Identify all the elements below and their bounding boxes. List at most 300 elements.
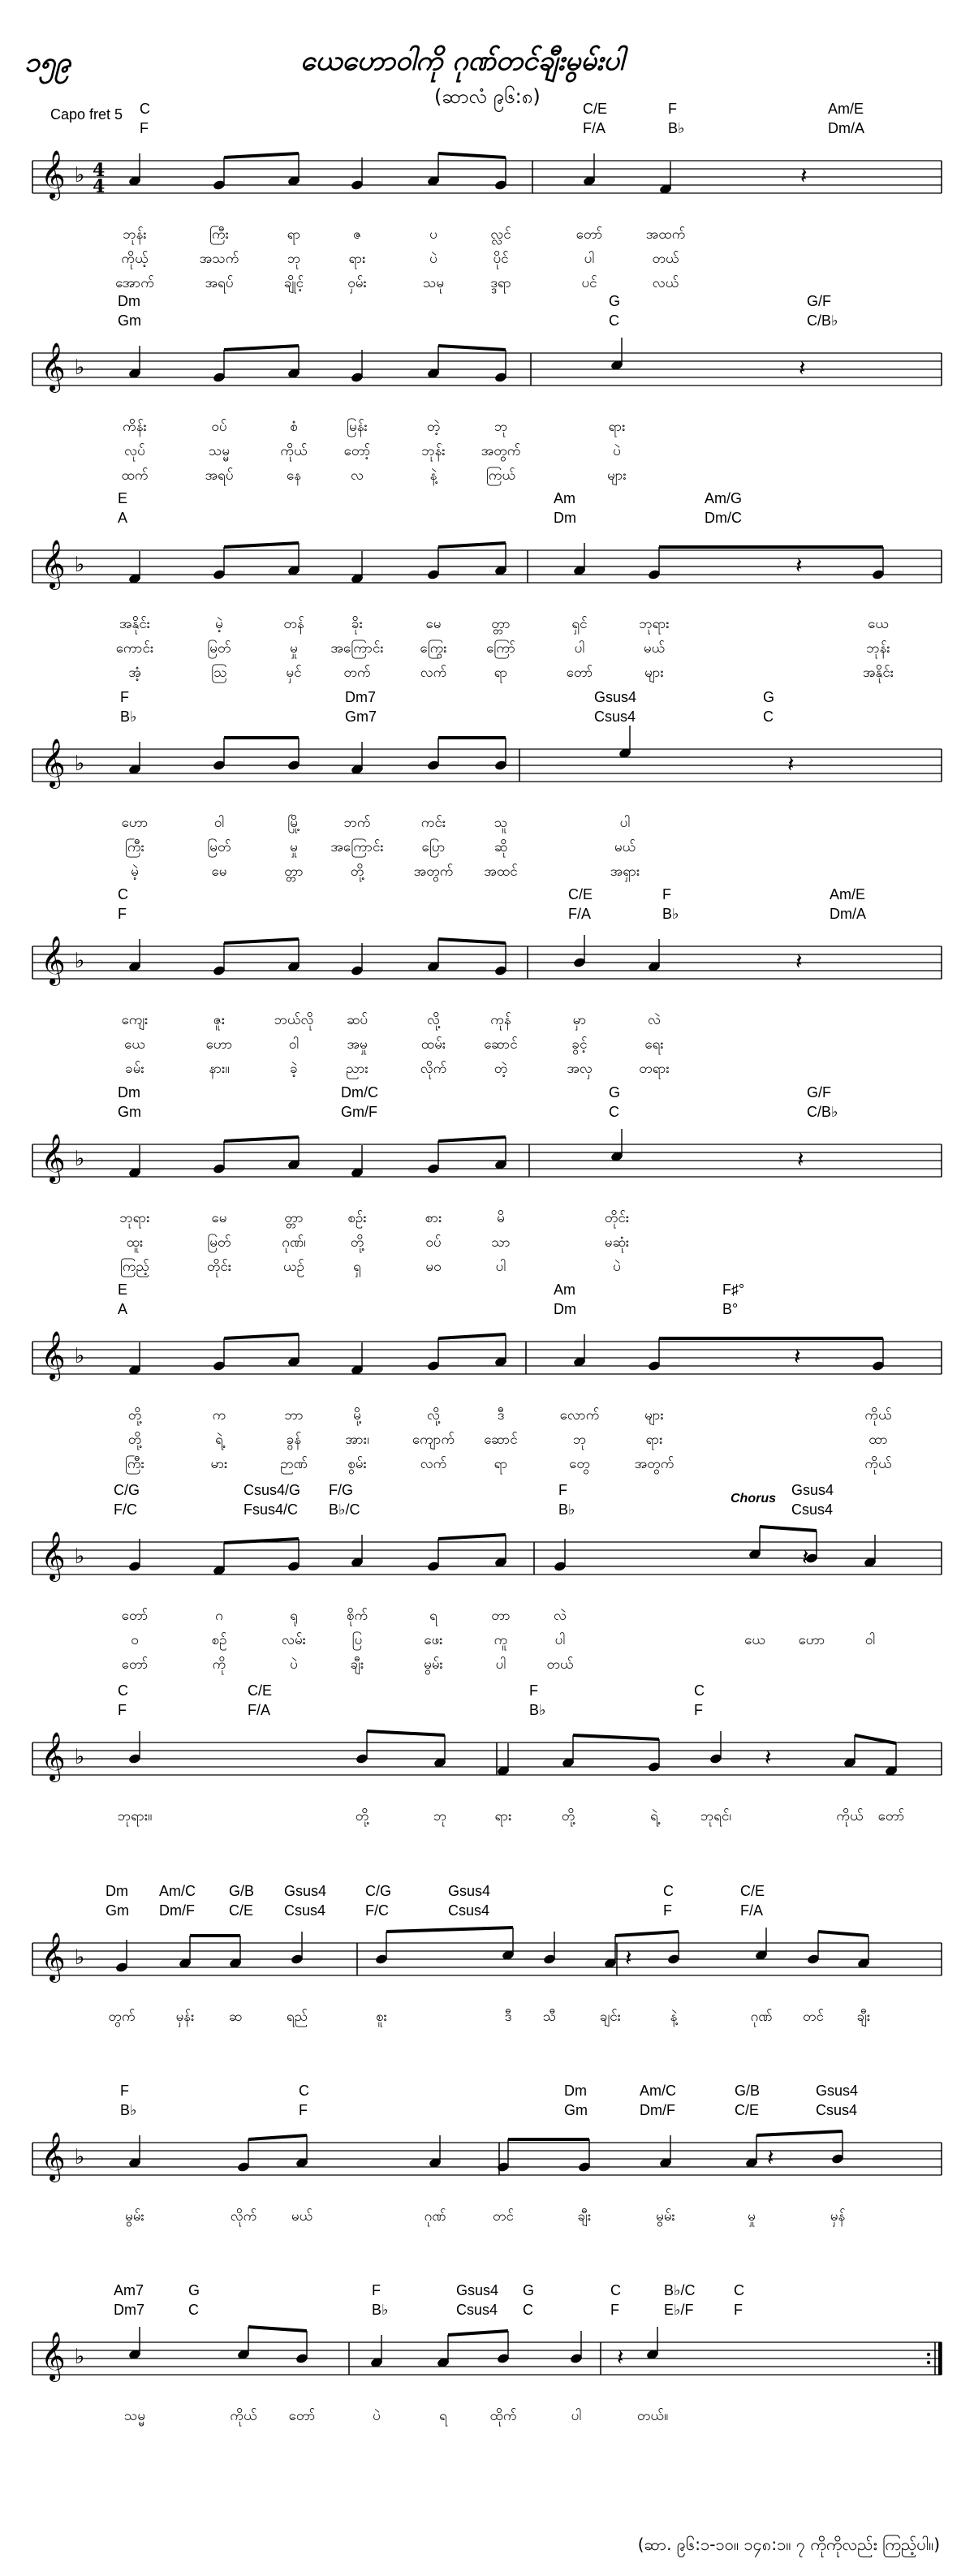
lyric-syllable: ကြွေး (420, 640, 447, 657)
chord-name: C (734, 2282, 744, 2298)
lyric-syllable: ဂ (215, 1608, 223, 1624)
chord-name: Dm (118, 1084, 140, 1101)
lyric-syllable: မိ (497, 1210, 505, 1226)
quarter-rest-icon: 𝄽 (797, 1146, 804, 1173)
lyric-syllable: ရား (608, 419, 626, 435)
song-title: ယေဟောဝါကို ဂုဏ်တင်ချီးမွမ်းပါ (300, 45, 624, 77)
chord-name-capo: F/A (568, 906, 592, 922)
chord-name: Am/E (830, 886, 866, 902)
flat-sign-icon: ♭ (75, 949, 85, 973)
lyric-syllable: မှန် (830, 2208, 846, 2225)
treble-clef-icon: 𝄞 (41, 150, 66, 199)
lyric-syllable: သာ (491, 1234, 511, 1251)
lyric-syllable: ကိုယ် (836, 1808, 864, 1824)
chord-name-capo: Gm (118, 312, 141, 329)
lyric-syllable: ပဲ (290, 1656, 298, 1673)
chord-name-capo: F (610, 2302, 619, 2318)
chord-name-capo: F (734, 2302, 743, 2318)
lyric-syllable: မှန်း (175, 2009, 195, 2025)
lyric-syllable: ခမ်း (125, 1061, 144, 1077)
chord-name: Am (554, 490, 575, 506)
lyric-syllable: အတွက် (634, 1456, 674, 1472)
lyric-syllable: ပင် (581, 275, 597, 291)
chord-name: F (558, 1482, 567, 1498)
flat-sign-icon: ♭ (75, 752, 85, 776)
lyric-syllable: စိုက် (346, 1608, 368, 1624)
lyric-syllable: တို့ (561, 1808, 575, 1824)
lyric-syllable: ကြီး (209, 226, 229, 243)
lyric-syllable: အတွက် (413, 864, 454, 880)
lyric-syllable: ဘုရား (119, 1210, 150, 1226)
lyric-syllable: မဝ (425, 1259, 442, 1275)
lyric-syllable: မြန်း (347, 419, 368, 435)
lyric-syllable: ယေ (124, 1036, 145, 1053)
chord-name-capo: Dm (554, 1301, 576, 1317)
lyric-syllable: ဉာဏ် (280, 1456, 308, 1472)
lyric-syllable: ပဲ (613, 443, 621, 459)
lyric-syllable: ပဲ (373, 2408, 381, 2424)
flat-sign-icon: ♭ (75, 1945, 85, 1970)
quarter-rest-icon: 𝄽 (802, 1544, 809, 1570)
lyric-syllable: စွမ်း (347, 1456, 367, 1472)
lyric-syllable: ဘု (572, 1432, 587, 1448)
lyric-syllable: မွမ်း (424, 1656, 443, 1673)
flat-sign-icon: ♭ (75, 2345, 85, 2369)
chord-name: F (662, 886, 671, 902)
lyric-syllable: တင် (493, 2208, 514, 2225)
treble-clef-icon: 𝄞 (41, 1331, 66, 1380)
lyric-syllable: ညား (346, 1061, 368, 1077)
lyric-syllable: ဂုဏ် (750, 2009, 773, 2025)
chord-name-capo: C (609, 1104, 619, 1120)
note-beam (448, 2331, 508, 2335)
lyric-syllable: ဘု (287, 251, 301, 267)
chord-name: C/E (740, 1883, 765, 1899)
lyric-syllable: ဘယ်လို (274, 1012, 314, 1028)
lyric-syllable: လဲ (554, 1608, 567, 1624)
scripture-reference: (ဆာလံ ၉၆:၈) (434, 85, 541, 108)
chord-name: Dm7 (345, 689, 377, 705)
chord-name: G/B (229, 1883, 255, 1899)
chord-name-capo: F (694, 1702, 703, 1718)
flat-sign-icon: ♭ (75, 553, 85, 577)
lyric-syllable: ပါ (571, 2408, 582, 2424)
lyric-syllable: မွမ်း (125, 2208, 144, 2225)
chord-name: C/E (248, 1682, 273, 1699)
lyric-syllable: မဆုံး (604, 1234, 630, 1251)
lyric-syllable: လက် (420, 1456, 447, 1472)
lyric-syllable: ဒ္ဒရာ (490, 275, 511, 291)
quarter-rest-icon: 𝄽 (799, 355, 806, 381)
lyric-syllable: ဆပ် (346, 1012, 368, 1028)
lyric-syllable: ဟော (205, 1036, 233, 1053)
lyric-syllable: ရာ (493, 1456, 508, 1472)
chord-name-capo: F/A (248, 1702, 271, 1718)
chord-name-capo: B♭ (372, 2302, 389, 2318)
lyric-syllable: အကြောင်း (330, 640, 384, 657)
chord-name-capo: B♭ (662, 906, 679, 922)
chord-name-capo: F/A (583, 120, 606, 136)
lyric-syllable: ပိုင် (493, 251, 509, 267)
lyric-syllable: မှာ (572, 1012, 587, 1028)
lyric-syllable: ဝါ (213, 815, 225, 831)
lyric-syllable: နဲ့ (670, 2009, 678, 2025)
lyric-syllable: အသက် (199, 251, 239, 267)
lyric-syllable: တို့ (355, 1808, 369, 1824)
chord-name: F (372, 2282, 381, 2298)
lyric-syllable: ပဲ (429, 251, 437, 267)
lyric-syllable: ဆောင် (484, 1036, 518, 1053)
chord-name: B♭/C (664, 2282, 696, 2298)
lyric-syllable: ပ (429, 226, 437, 243)
lyric-syllable: တ္တာ (284, 864, 304, 880)
lyric-syllable: မေ (211, 1210, 227, 1226)
lyric-syllable: ကို (212, 1656, 226, 1673)
lyric-syllable: စဉ်း (347, 1210, 367, 1226)
lyric-syllable: များ (607, 467, 627, 484)
lyric-syllable: ရှ (353, 1259, 361, 1275)
lyric-syllable: တော် (121, 1608, 149, 1624)
chord-name-capo: B♭/C (329, 1501, 360, 1518)
lyric-syllable: ချီး (350, 1656, 364, 1673)
chord-name: G (523, 2282, 535, 2298)
quarter-rest-icon: 𝄽 (617, 2344, 624, 2371)
chord-name: F/G (329, 1482, 353, 1498)
quarter-rest-icon: 𝄽 (767, 2144, 774, 2171)
chord-name: Gsus4 (816, 2083, 859, 2099)
staff-system-12 (0, 2245, 974, 2488)
lyric-syllable: ပါ (619, 815, 631, 831)
lyric-syllable: ဆ (228, 2009, 243, 2025)
chord-name-capo: B♭ (529, 1702, 546, 1718)
lyric-syllable: ဒီ (497, 1407, 505, 1424)
chord-name-capo: Dm/F (640, 2102, 675, 2118)
chord-name: G (609, 293, 621, 309)
lyric-syllable: လက် (420, 665, 447, 681)
lyric-syllable: ယေ (868, 616, 889, 632)
chord-name: C (299, 2083, 309, 2099)
lyric-syllable: တဲ့ (426, 419, 441, 435)
lyric-syllable: သူ (493, 815, 508, 831)
chord-name-capo: F (140, 120, 149, 136)
lyric-syllable: ဝပ် (425, 1234, 442, 1251)
quarter-rest-icon: 𝄽 (800, 162, 808, 189)
lyric-syllable: တ္တာ (284, 1210, 304, 1226)
chord-name: Csus4/G (244, 1482, 301, 1498)
lyric-syllable: ရှင် (571, 616, 588, 632)
chord-name-capo: Dm (554, 510, 576, 526)
lyric-syllable: ကင်း (420, 815, 446, 831)
lyric-syllable: လ္လင် (490, 226, 511, 243)
lyric-syllable: ကျေး (121, 1012, 149, 1028)
lyric-syllable: ယဉ် (283, 1259, 304, 1275)
lyric-syllable: ဆို (493, 839, 508, 855)
lyric-syllable: မှု (748, 2208, 756, 2225)
note-beam (615, 1932, 679, 1936)
lyric-syllable: တင် (803, 2009, 824, 2025)
lyric-syllable: ကျောက် (412, 1432, 455, 1448)
note-beam (573, 1735, 659, 1739)
chord-name-capo: Gm7 (345, 709, 377, 725)
lyric-syllable: ခွန် (286, 1432, 302, 1448)
flat-sign-icon: ♭ (75, 1147, 85, 1171)
lyric-syllable: သီ (542, 2009, 557, 2025)
chord-name: Dm (106, 1883, 128, 1899)
lyric-syllable: မွမ်း (656, 2208, 675, 2225)
chord-name: Am/C (159, 1883, 196, 1899)
lyric-syllable: ကြယ် (486, 467, 515, 484)
lyric-syllable: ရာ (493, 665, 508, 681)
chord-name-capo: C/B♭ (807, 312, 838, 329)
flat-sign-icon: ♭ (75, 1745, 85, 1769)
lyric-syllable: ရေး (644, 1036, 664, 1053)
chord-name-capo: Dm/C (705, 510, 742, 526)
lyric-syllable: ဂုဏ်၊ (282, 1234, 306, 1251)
lyric-syllable: ကြည့် (120, 1259, 149, 1275)
chord-name-capo: C/E (229, 1902, 254, 1919)
lyric-syllable: မြတ် (207, 839, 231, 855)
note-beam (760, 1527, 817, 1531)
lyric-syllable: ဝပ် (211, 419, 227, 435)
lyric-syllable: အလှ (567, 1061, 593, 1077)
lyric-syllable: ဟော (798, 1632, 825, 1648)
lyric-syllable: မို့ (353, 1407, 361, 1424)
lyric-syllable: ပါ (584, 251, 595, 267)
lyric-syllable: သြ (211, 665, 227, 681)
lyric-syllable: ချိုင့် (283, 275, 304, 291)
lyric-syllable: လိုက် (420, 1061, 447, 1077)
lyric-syllable: ဇ (352, 226, 362, 243)
lyric-syllable: တက် (343, 665, 371, 681)
flat-sign-icon: ♭ (75, 1544, 85, 1569)
treble-clef-icon: 𝄞 (41, 2332, 66, 2380)
chord-name: C/E (583, 101, 608, 117)
lyric-syllable: အရပ် (205, 275, 234, 291)
lyric-syllable: ဘု (433, 1808, 447, 1824)
chord-name-capo: Csus4 (816, 2102, 858, 2118)
chord-name-capo: A (118, 1301, 128, 1317)
lyric-syllable: ချင်း (600, 2009, 621, 2025)
chord-name: Am/G (705, 490, 743, 506)
time-signature-icon: 4 (93, 160, 106, 181)
quarter-rest-icon: 𝄽 (765, 1744, 772, 1771)
lyric-syllable: တယ်။ (636, 2408, 669, 2424)
lyric-syllable: ပါ (554, 1632, 566, 1648)
lyric-syllable: လို့ (427, 1407, 440, 1424)
chord-name-capo: A (118, 510, 128, 526)
lyric-syllable: ကိုယ် (230, 2408, 257, 2424)
lyric-syllable: မှင် (286, 665, 302, 681)
footer-references: (ဆာ. ၉၆:၁-၁၀။ ၁၄၈:၁။ ၇ ကိုကိုလည်း ကြည့်ပါ။) (637, 2535, 940, 2554)
lyric-syllable: ချီး (577, 2208, 592, 2225)
flat-sign-icon: ♭ (75, 2145, 85, 2169)
lyric-syllable: တယ် (652, 251, 679, 267)
lyric-syllable: တာ (491, 1608, 511, 1624)
note-beam (438, 543, 506, 547)
lyric-syllable: ရား (645, 1432, 663, 1448)
lyric-syllable: ကူ (493, 1632, 508, 1648)
chord-name-capo: C (188, 2302, 199, 2318)
lyric-syllable: တဲ့ (493, 1061, 508, 1077)
flat-sign-icon: ♭ (75, 1344, 85, 1368)
lyric-syllable: တော် (121, 1656, 149, 1673)
lyric-syllable: ကိုယ် (864, 1407, 892, 1424)
quarter-rest-icon: 𝄽 (625, 1945, 632, 1971)
note-beam (438, 346, 506, 350)
lyric-syllable: ကြီး (125, 839, 144, 855)
note-beam (438, 1535, 506, 1539)
lyric-syllable: က (212, 1407, 226, 1424)
chord-name: C (694, 1682, 705, 1699)
chord-name: C/E (568, 886, 593, 902)
lyric-syllable: မဲ့ (215, 616, 223, 632)
chord-name-capo: F (118, 906, 127, 922)
lyric-syllable: နား။ (209, 1061, 230, 1077)
lyric-syllable: လဲ (648, 1012, 661, 1028)
lyric-syllable: ပါ (495, 1259, 506, 1275)
chord-name-capo: C (609, 312, 619, 329)
lyric-syllable: ဘုန်း (421, 443, 446, 459)
chord-name: G (188, 2282, 200, 2298)
lyric-syllable: သမ္မ (208, 443, 231, 459)
chord-name-capo: Csus4 (594, 709, 636, 725)
lyric-syllable: မယ် (643, 640, 666, 657)
note-beam (438, 153, 506, 157)
lyric-syllable: ပဲ (613, 1259, 621, 1275)
lyric-syllable: ဘုန်း (123, 226, 147, 243)
chord-name-capo: Csus4 (791, 1501, 834, 1518)
chord-name: Am7 (114, 2282, 144, 2298)
note-beam (756, 2131, 843, 2135)
treble-clef-icon: 𝄞 (41, 2132, 66, 2181)
lyric-syllable: ရု (290, 1608, 298, 1624)
lyric-syllable: အရှား (610, 864, 640, 880)
lyric-syllable: ဝှမ်း (347, 275, 367, 291)
lyric-syllable: လ (351, 467, 364, 484)
treble-clef-icon: 𝄞 (41, 739, 66, 787)
treble-clef-icon: 𝄞 (41, 1531, 66, 1580)
lyric-syllable: တို့ (127, 1407, 142, 1424)
chord-name: Gsus4 (594, 689, 637, 705)
chord-name-capo: Dm/A (828, 120, 864, 136)
lyric-syllable: ကုန် (490, 1012, 511, 1028)
song-number: ၁၅၉ (24, 46, 71, 79)
lyric-syllable: အနိုင်း (119, 616, 151, 632)
lyric-syllable: ဆောင် (484, 1432, 518, 1448)
lyric-syllable: အထင် (484, 864, 518, 880)
lyric-syllable: တရား (639, 1061, 670, 1077)
repeat-dot (927, 2353, 930, 2356)
note-beam (224, 543, 299, 547)
quarter-rest-icon: 𝄽 (795, 948, 803, 975)
lyric-syllable: ဝါ (864, 1632, 876, 1648)
lyric-syllable: ထူး (126, 1234, 144, 1251)
chord-name: Dm (564, 2083, 587, 2099)
lyric-syllable: မေ (425, 616, 442, 632)
note-beam (248, 2135, 307, 2139)
lyric-syllable: ဂုဏ် (424, 2208, 446, 2225)
treble-clef-icon: 𝄞 (41, 540, 66, 588)
chord-name-capo: Gm/F (341, 1104, 377, 1120)
lyric-syllable: ရ (439, 2408, 447, 2424)
chord-name: E (118, 1282, 128, 1298)
lyric-syllable: မဲ့ (131, 864, 139, 880)
chord-name-capo: B♭ (668, 120, 685, 136)
lyric-syllable: ကိုယ့် (121, 251, 149, 267)
chord-name: F♯° (722, 1282, 745, 1298)
lyric-syllable: တွေ (569, 1456, 590, 1472)
lyric-syllable: ကိန်း (123, 419, 147, 435)
chord-name-capo: E♭/F (664, 2302, 694, 2318)
lyric-syllable: အမှု (347, 1036, 368, 1053)
capo-note: Capo fret 5 (50, 106, 123, 123)
chord-name-capo: B° (722, 1301, 739, 1317)
lyric-syllable: ချီး (856, 2009, 871, 2025)
lyric-syllable: တော် (288, 2408, 316, 2424)
flat-sign-icon: ♭ (75, 163, 85, 187)
chord-name: C/G (365, 1883, 392, 1899)
lyric-syllable: ရဲ့ (215, 1432, 223, 1448)
lyric-syllable: ရဲ့ (650, 1808, 658, 1824)
lyric-syllable: ဒီ (504, 2009, 512, 2025)
note-beam (386, 1928, 513, 1932)
lyric-syllable: တို့ (350, 864, 364, 880)
chord-name-capo: Csus4 (284, 1902, 326, 1919)
note-beam (224, 153, 299, 157)
chord-name: C/G (114, 1482, 140, 1498)
lyric-syllable: လယ် (652, 275, 679, 291)
lyric-syllable: ဘုန်း (866, 640, 890, 657)
note-beam (438, 939, 506, 943)
lyric-syllable: မြို့ (287, 815, 300, 831)
chord-name: Dm/C (341, 1084, 378, 1101)
lyric-syllable: ခိုး (351, 616, 363, 632)
treble-clef-icon: 𝄞 (41, 1732, 66, 1781)
chord-name: E (118, 490, 128, 506)
chord-name-capo: F (299, 2102, 308, 2118)
lyric-syllable: ပြ (351, 1632, 363, 1648)
repeat-end-icon (938, 2342, 942, 2375)
lyric-syllable: သမ္မ (123, 2408, 146, 2424)
chord-name: Gsus4 (284, 1883, 327, 1899)
chord-name: C (140, 101, 150, 117)
note-beam (818, 1932, 868, 1936)
note-beam (224, 1334, 299, 1338)
lyric-syllable: မှု (290, 640, 298, 657)
treble-clef-icon: 𝄞 (41, 1932, 66, 1981)
lyric-syllable: တယ် (546, 1656, 574, 1673)
lyric-syllable: တော် (566, 665, 593, 681)
lyric-syllable: ဘုရား။ (117, 1808, 153, 1824)
lyric-syllable: ပြော (421, 839, 446, 855)
lyric-syllable: သမု (422, 275, 445, 291)
lyric-syllable: အရပ် (205, 467, 234, 484)
lyric-syllable: နဲ့ (429, 467, 437, 484)
lyric-syllable: ဘု (493, 419, 508, 435)
chord-name: G/B (735, 2083, 761, 2099)
chord-name-capo: C (523, 2302, 533, 2318)
chord-name: F (120, 689, 129, 705)
treble-clef-icon: 𝄞 (41, 936, 66, 984)
lyric-syllable: တော့် (343, 443, 371, 459)
chord-name-capo: Dm/F (159, 1902, 195, 1919)
chord-name-capo: C/B♭ (807, 1104, 838, 1120)
lyric-syllable: တွက် (108, 2009, 136, 2025)
lyric-syllable: စူး (376, 2009, 387, 2025)
chord-name: Am/E (828, 101, 864, 117)
lyric-syllable: လမ်း (282, 1632, 306, 1648)
lyric-syllable: ဝ (131, 1632, 139, 1648)
